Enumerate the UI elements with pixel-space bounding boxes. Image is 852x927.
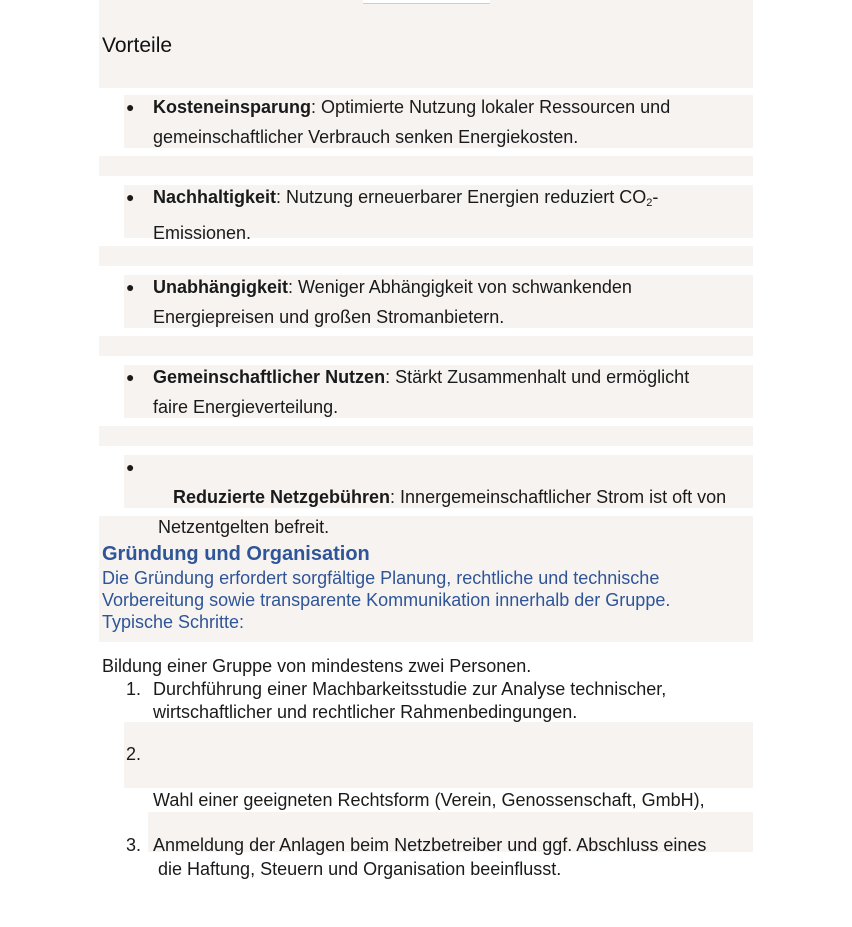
section-heading-gruendung: Gründung und Organisation (102, 543, 370, 565)
bullet-icon: ● (126, 189, 135, 205)
section-heading-vorteile: Vorteile (102, 34, 173, 57)
list-item-text: wirtschaftlicher und rechtlicher Rahmenbedingungen. (153, 702, 578, 722)
list-item-term: Reduzierte Netzgebühren (173, 487, 391, 507)
list-item-text: gemeinschaftlicher Verbrauch senken Energiekosten. (153, 127, 579, 147)
shade-block (99, 426, 753, 446)
intro-line: Die Gründung erfordert sorgfältige Planung, rechtliche und technische (102, 568, 660, 588)
list-item-text: - (652, 187, 659, 207)
section-intro (102, 567, 752, 633)
shade-block (99, 246, 753, 266)
list-item-text: : Weniger Abhängigkeit von schwankenden (288, 277, 632, 297)
list-number: 2. (126, 744, 142, 764)
list-item-text: Anmeldung der Anlagen beim Netzbetreiber und ggf. Abschluss eines (153, 835, 707, 855)
bullet-icon: ● (126, 279, 135, 295)
shade-block (99, 0, 753, 88)
plain-step: Bildung einer Gruppe von mindestens zwei Personen. (102, 656, 532, 676)
list-item-text: : Innergemeinschaftlicher Strom ist oft von (390, 487, 727, 507)
list-item-term: Unabhängigkeit (153, 277, 289, 297)
bullet-icon: ● (126, 99, 135, 115)
list-item-text: Durchführung einer Machbarkeitsstudie zur Analyse technischer, (153, 679, 667, 699)
list-item-text: Netzentgelten befreit. (153, 517, 330, 537)
top-divider (363, 0, 490, 4)
list-item-text: : Stärkt Zusammenhalt und ermöglicht (385, 367, 690, 387)
shade-block (99, 156, 753, 176)
list-item-text: faire Energieverteilung. (153, 397, 339, 417)
list-item-text: Energiepreisen und großen Stromanbietern. (153, 307, 505, 327)
list-number: 1. (126, 679, 142, 699)
list-item-text: : Optimierte Nutzung lokaler Ressourcen und (311, 97, 671, 117)
bullet-icon: ● (126, 369, 135, 385)
list-item-term: Nachhaltigkeit (153, 187, 277, 207)
intro-line: Vorbereitung sowie transparente Kommunikation innerhalb der Gruppe. (102, 590, 671, 610)
list-item-text: Wahl einer geeigneten Rechtsform (Verein, Genossenschaft, GmbH), (153, 790, 705, 810)
list-item-text: : Nutzung erneuerbarer Energien reduziert CO (276, 187, 647, 207)
subscript: 2 (646, 197, 653, 209)
list-item-text: die Haftung, Steuern und Organisation beeinflusst. (153, 859, 562, 879)
list-item-term: Kosteneinsparung (153, 97, 312, 117)
bullet-icon: ● (126, 459, 135, 475)
shade-block (99, 336, 753, 356)
list-number: 3. (126, 835, 142, 855)
intro-line: Typische Schritte: (102, 612, 245, 632)
list-item-text: Emissionen. (153, 223, 252, 243)
list-item-term: Gemeinschaftlicher Nutzen (153, 367, 386, 387)
